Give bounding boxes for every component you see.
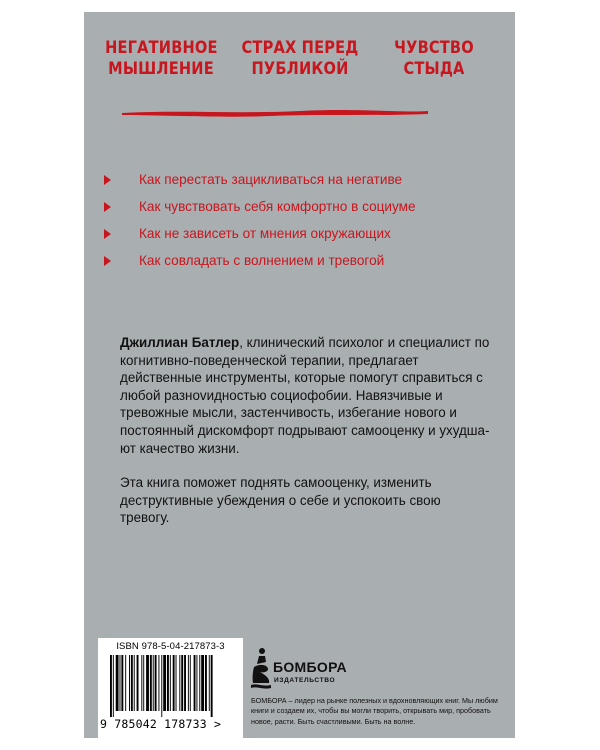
tag-line: СТРАХ ПЕРЕД (241, 38, 359, 58)
description-paragraph: Эта книга поможет поднять самооценку, изменить деструктивные убеждения о себе и успокоить свою тревогу. (120, 475, 441, 526)
publisher-note: БОМБОРА – лидер на рынке полезных и вдохновляющих книг. Мы любим книги и создаем их, чтобы вы могли творить, открывать мир, пробовать новое, расти. Быть счастливыми. Быть на волне. (251, 696, 498, 726)
tag-shame (382, 38, 485, 80)
isbn-label: ISBN 978-5-04-217873-3 (116, 641, 225, 652)
triangle-bullet-icon (104, 175, 111, 185)
triangle-bullet-icon (104, 256, 111, 266)
description-paragraph (120, 334, 492, 457)
bullet-text: Как перестать зацикливаться на негативе (139, 172, 403, 187)
triangle-bullet-icon (104, 202, 111, 212)
author-name: Джиллиан Батлер (120, 335, 240, 350)
publisher-subtitle: ИЗДАТЕЛЬСТВО (274, 677, 336, 684)
tag-line: ЧУВСТВО (394, 38, 474, 58)
list-item (100, 170, 500, 197)
bullet-text: Как не зависеть от мнения окружающих (139, 226, 391, 241)
description-text: , клинический психолог и специалист по когнитивно-поведенческой терапии, предлагает действенные инструменты, которые помогут справиться с любой разноvидностью социофобии. Навязчивые и тревожные мысли, застенчивость, избегание нового и постоянный дискомфорт подрывают самооценку и ухудшают качество жизни. (120, 335, 490, 456)
benefits-list (100, 170, 500, 278)
tag-line: МЫШЛЕНИЕ (108, 59, 214, 79)
publisher-name: БОМБОРА (273, 659, 347, 675)
tag-line: СТЫДА (403, 59, 465, 79)
tag-negative-thinking (105, 38, 217, 80)
tag-line: НЕГАТИВНОЕ (105, 38, 218, 58)
tag-fear-of-public (236, 38, 363, 80)
topic-tags (84, 38, 515, 118)
tag-line: ПУБЛИКОЙ (251, 59, 349, 79)
barcode-panel (98, 638, 243, 738)
triangle-bullet-icon (104, 229, 111, 239)
list-item (100, 224, 500, 251)
list-item (100, 251, 500, 278)
book-back-cover (84, 12, 515, 738)
bombora-wave-icon (251, 647, 271, 690)
barcode-digits: 9 785042 178733 > (100, 717, 222, 731)
bullet-text: Как чувствовать себя комфортно в социуме (139, 199, 416, 214)
bullet-text: Как совладать с волнением и тревогой (139, 253, 385, 268)
list-item (100, 197, 500, 224)
book-description (120, 334, 492, 544)
barcode-icon (110, 655, 238, 717)
brush-underline (120, 108, 430, 117)
publisher-logo (251, 647, 371, 692)
